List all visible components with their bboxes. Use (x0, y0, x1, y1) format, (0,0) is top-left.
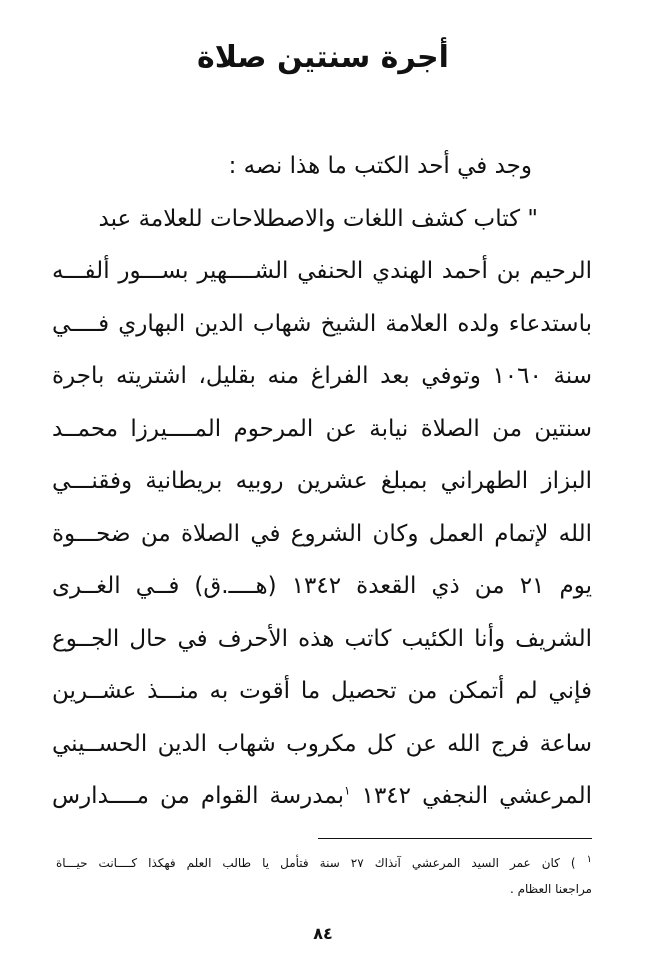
footnote-reference[interactable]: ١ (344, 783, 351, 798)
footnote-section (56, 850, 592, 902)
footnote-line: مراجعنا العظام . (509, 882, 592, 896)
text-line-last (52, 770, 592, 823)
footnote-mark: ١ (586, 854, 592, 865)
text-line: الشريف وأنا الكئيب كاتب هذه الأحرف في حال الجــوع (52, 625, 592, 652)
text-line: فإني لم أتمكن من تحصيل ما أقوت به منـــذ عشــرين (52, 678, 592, 704)
footnote-divider (318, 838, 592, 839)
text-line: الله لإتمام العمل وكان الشروع في الصلاة من ضحـــوة (52, 520, 592, 547)
page-number: ٨٤ (313, 924, 333, 943)
page-title: أجرة سنتين صلاة (197, 40, 449, 75)
text-line: الرحيم بن أحمد الهندي الحنفي الشــــهير بســـور ألفـــه (52, 258, 592, 284)
text-line: وجد في أحد الكتب ما هذا نصه : (228, 153, 532, 179)
body-text (52, 140, 592, 823)
text-line: باستدعاء ولده العلامة الشيخ شهاب الدين البهاري فــــي (52, 310, 592, 337)
text-line: سنتين من الصلاة نيابة عن المرحوم المــــيرزا محمــد (52, 415, 592, 442)
text-line: " كتاب كشف اللغات والاصطلاحات للعلامة عبد (98, 205, 538, 232)
text-line: يوم ٢١ من ذي القعدة ١٣٤٢ (هــــ.ق) فــي الغــرى (52, 573, 592, 599)
text-line: سنة ١٠٦٠ وتوفي بعد الفراغ منه بقليل، اشتريته باجرة (52, 363, 592, 389)
text-line: البزاز الطهراني بمبلغ عشرين روبيه بريطانية وفقنـــي (52, 468, 592, 494)
footnote-line: $^١$ ) كان عمر السيد المرعشي آنذاك ٢٧ سنة فتأمل يا طالب العلم فهكذا كــــانت حيـــاة (56, 854, 592, 870)
last-line-end: بمدرسة القوام من مــــدارس (52, 783, 345, 809)
last-line-start: المرعشي النجفي ١٣٤٢ (361, 783, 592, 809)
text-line: ساعة فرج الله عن كل مكروب شهاب الدين الحســيني (52, 730, 592, 757)
footnote-text: كان عمر السيد المرعشي آنذاك ٢٧ سنة فتأمل يا طالب العلم فهكذا كــــانت حيـــاة (56, 856, 560, 870)
